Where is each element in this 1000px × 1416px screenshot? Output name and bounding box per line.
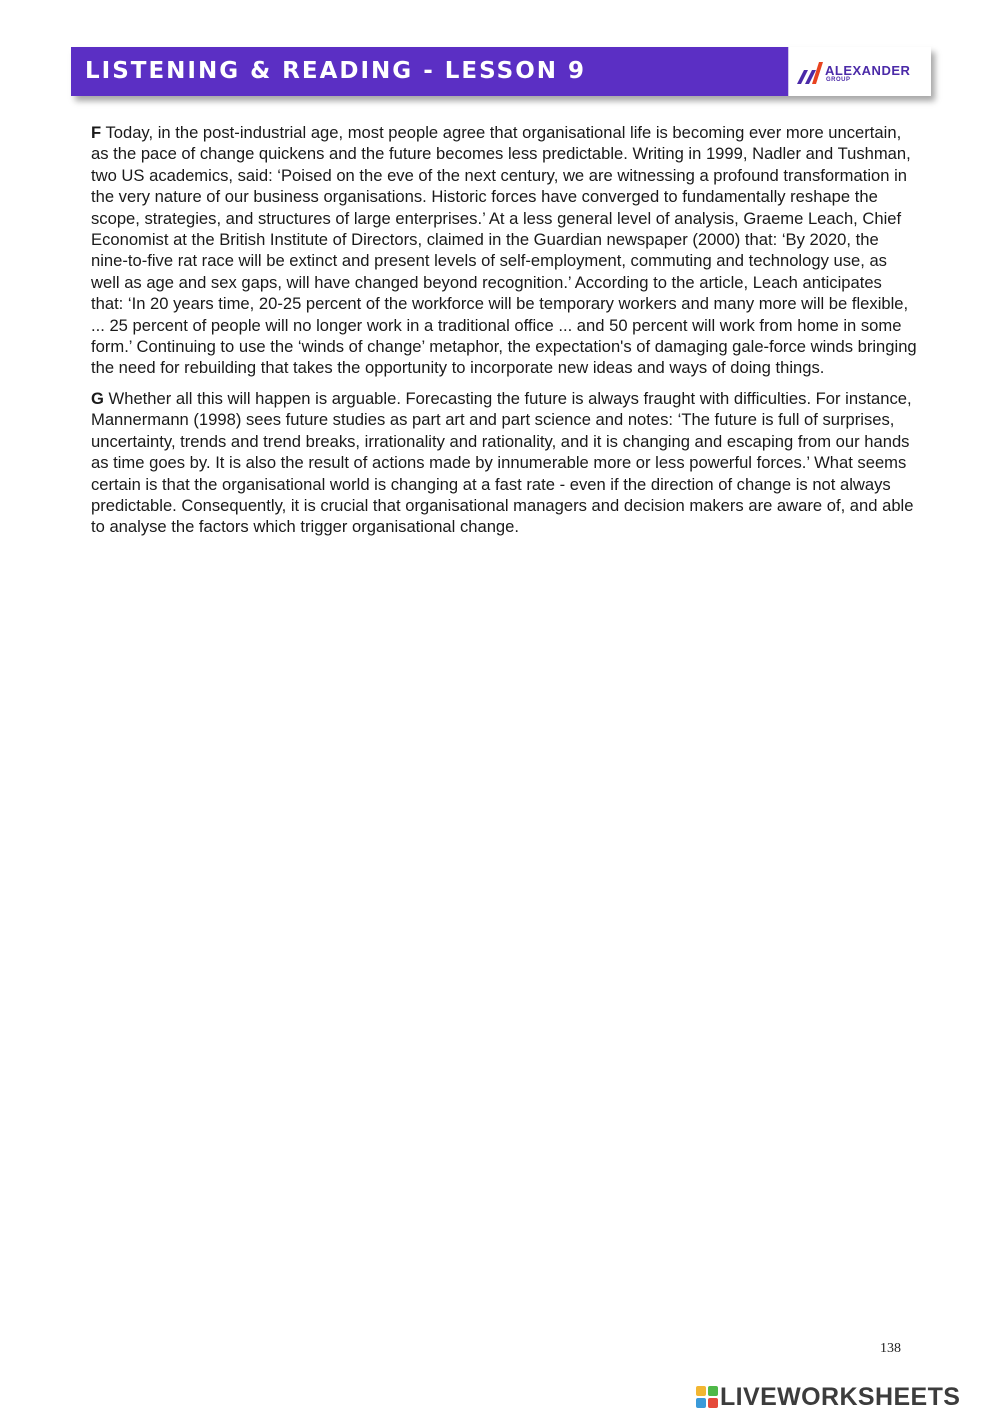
- liveworksheets-footer: [696, 1382, 996, 1410]
- paragraph-text: Whether all this will happen is arguable. Forecasting the future is always fraught with difficulties. For instance, Mannermann (1998) sees future studies as part art and part science and notes: ‘The future is full of surprises, uncertainty, trends and trend breaks, irrationality and rationality, and it is changing and escaping from our hands as time goes by. It is also the result of actions made by innumerable more or less powerful forces.’ What seems certain is that the organisational world is changing at a fast rate - even if the direction of change is not always predictable. Consequently, it is crucial that organisational managers and decision makers are aware of, and able to analyse the factors which trigger organisational change.: [91, 388, 914, 537]
- liveworksheets-brand: LIVEWORKSHEETS: [720, 1383, 961, 1411]
- header-bar: [71, 47, 931, 96]
- logo-name: ALEXANDER: [825, 63, 911, 78]
- page-title: LISTENING & READING - LESSON 9: [85, 58, 587, 84]
- alexander-group-logo: [788, 47, 931, 96]
- alexander-logo-icon: [797, 62, 823, 84]
- paragraph-text: Today, in the post-industrial age, most people agree that organisational life is becoming ever more uncertain, as the pace of change quickens and the future becomes less predictable. Writing in 1999, Nadler and Tushman, two US academics, said: ‘Poised on the eve of the next century, we are witnessing a profound transformation in the very nature of our business organisations. Historic forces have converged to fundamentally reshape the scope, strategies, and structures of large enterprises.’ At a less general level of analysis, Graeme Leach, Chief Economist at the British Institute of Directors, claimed in the Guardian newspaper (2000) that: ‘By 2020, the nine-to-five rat race will be extinct and present levels of self-employment, commuting and technology use, as well as age and sex gaps, will have changed beyond recognition.’ According to the article, Leach anticipates that: ‘In 20 years time, 20-25 percent of the workforce will be temporary workers and many more will be flexible, ... 25 percent of people will no longer work in a traditional office ... and 50 percent will work from home in some form.’ Continuing to use the ‘winds of change’ metaphor, the expectation's of damaging gale-force winds bringing the need for rebuilding that takes the opportunity to incorporate new ideas and ways of doing things.: [91, 123, 917, 378]
- paragraph-letter: G: [91, 388, 104, 408]
- page-number: 138: [880, 1341, 901, 1356]
- liveworksheets-logo-icon: [696, 1386, 718, 1408]
- paragraph-letter: F: [91, 123, 102, 142]
- paragraph-f: [91, 122, 917, 379]
- logo-subtitle: GROUP: [826, 77, 851, 83]
- paragraph-g: [91, 388, 917, 538]
- reading-passage: [91, 122, 917, 547]
